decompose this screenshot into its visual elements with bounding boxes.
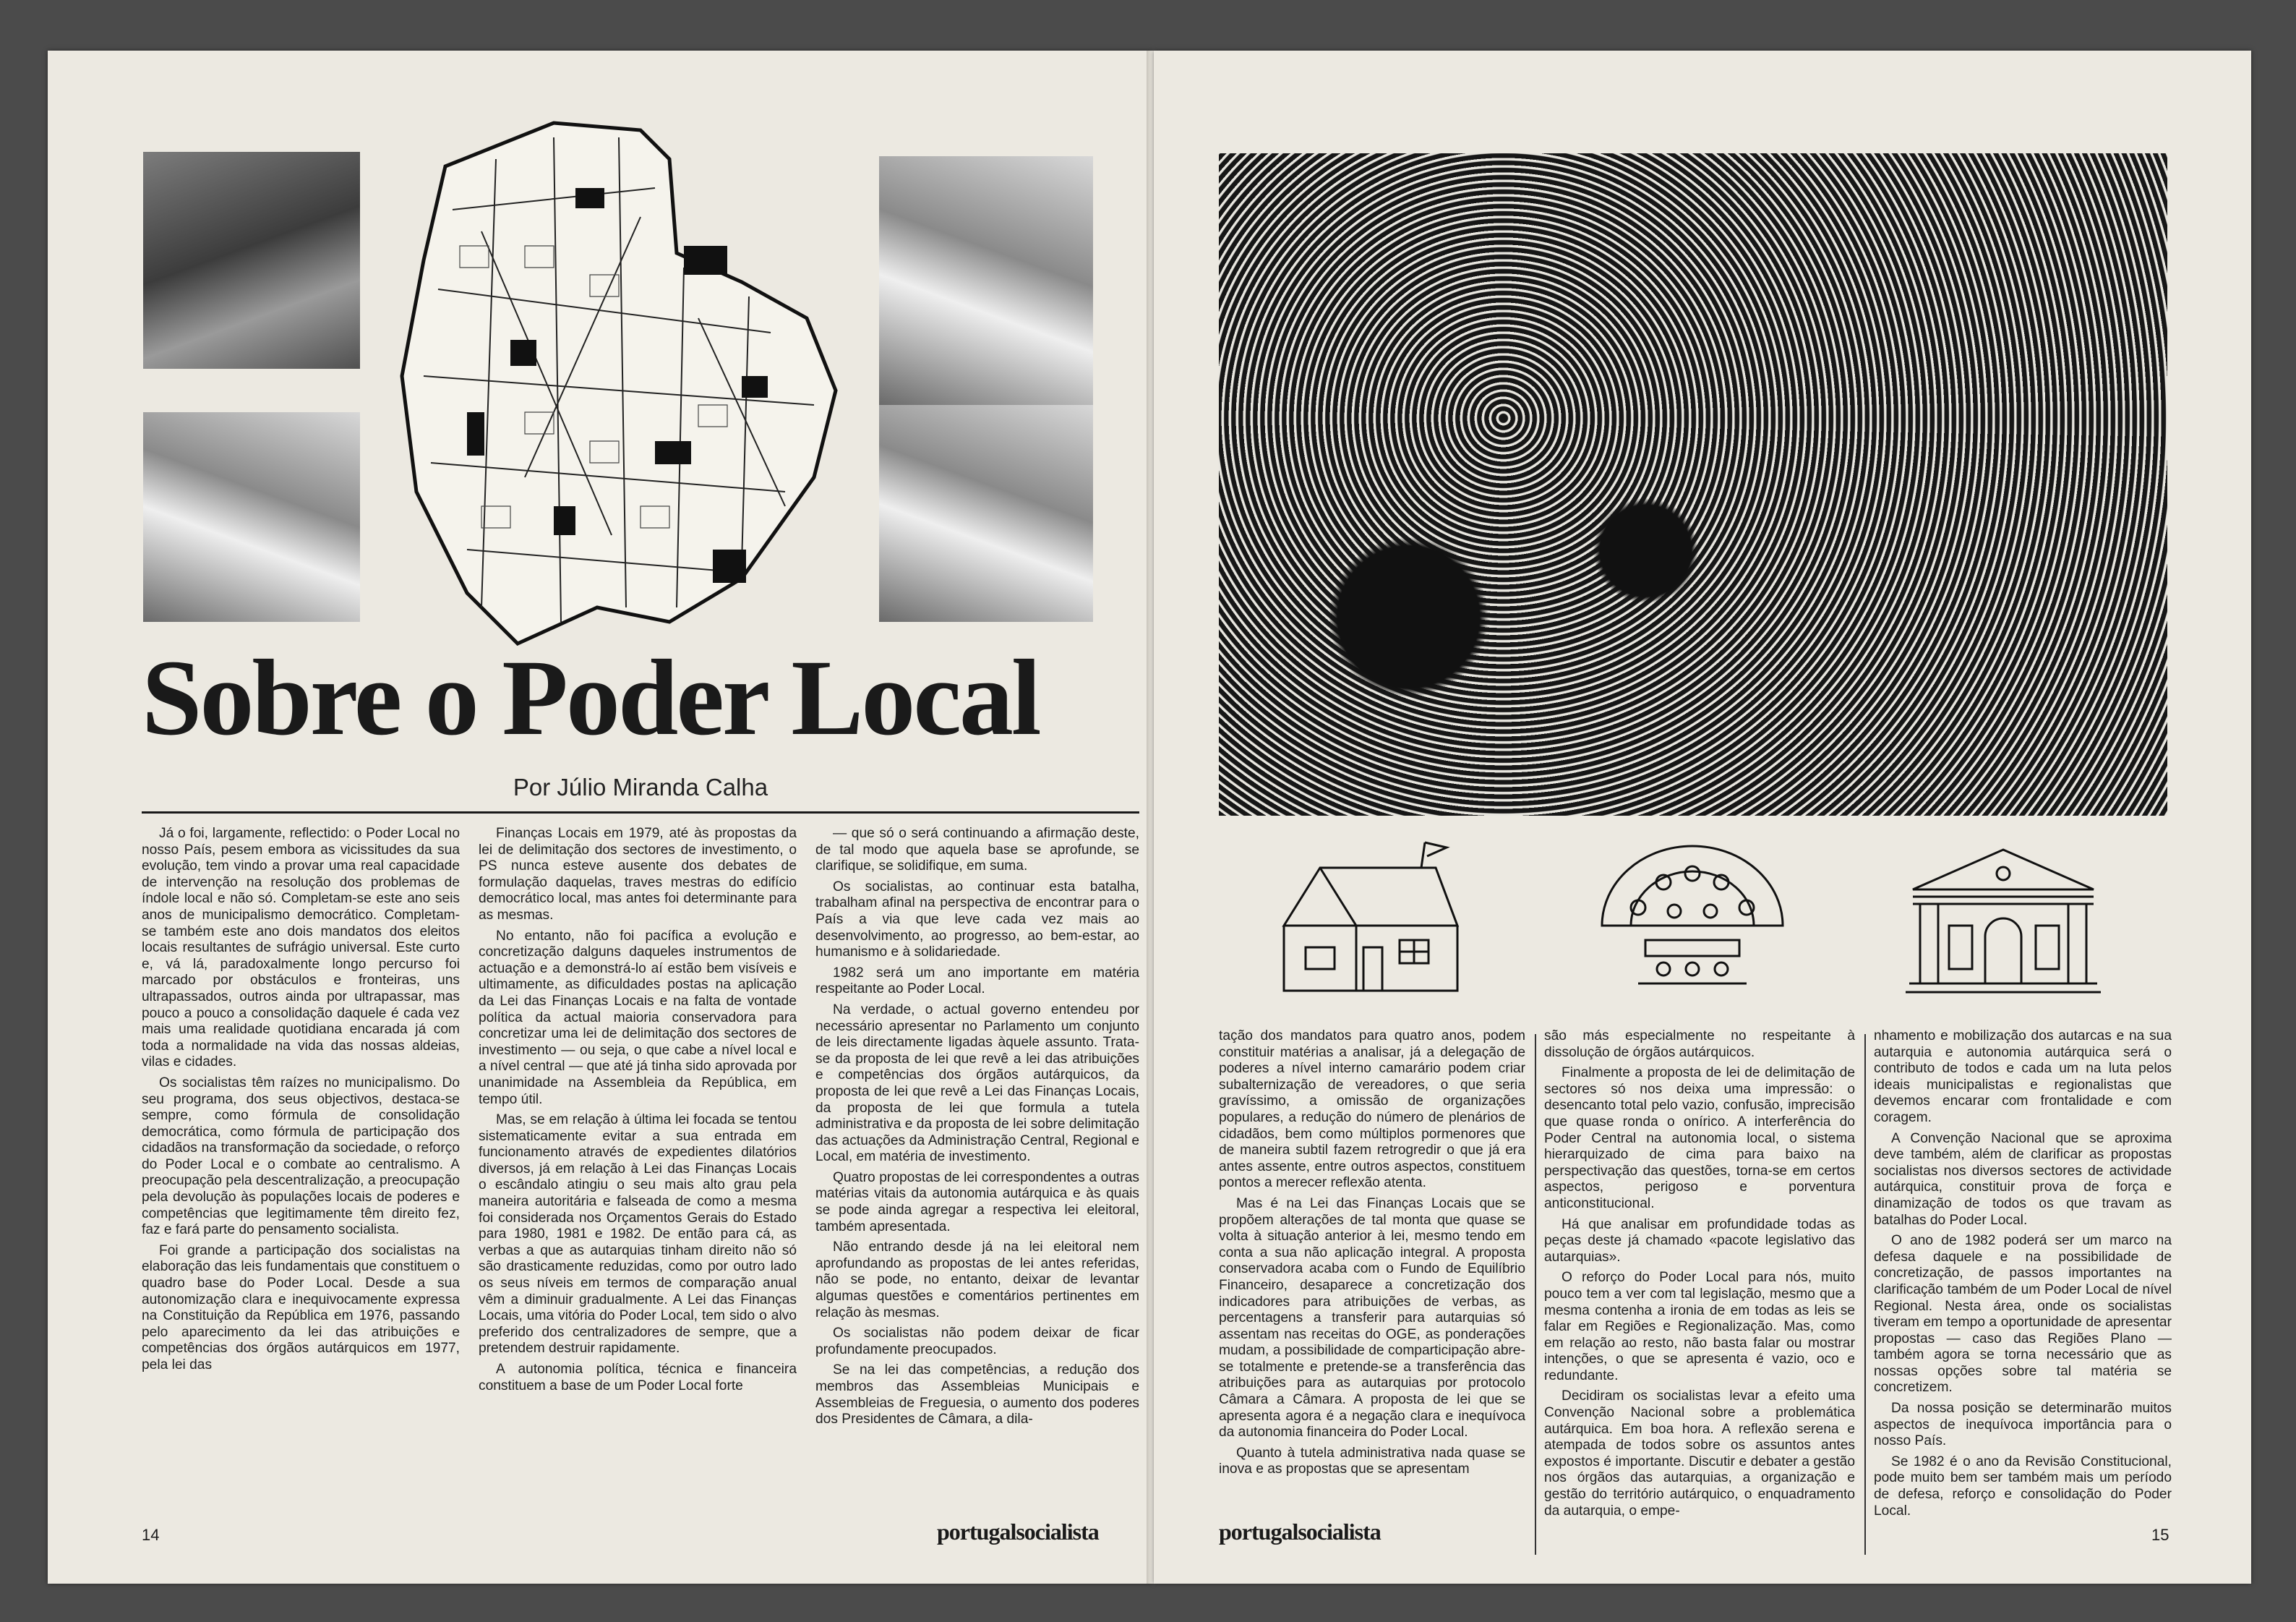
town-hall-icon: [1906, 839, 2101, 1005]
right-page: [1154, 51, 2251, 1584]
paragraph: Os socialistas têm raízes no municipalismo. Do seu programa, dos seus objectivos, destaca-se sempre, como fórmula de consolidação democrática, como fórmula de participação dos cidadãos na transformação da sociedade, o reforço do Poder Local e o combate ao centralismo. A preocupação pela descentralização, a preocupação pela devolução às populações locais de poderes e competências que legitimamente têm direito fez, faz e fará parte do pensamento socialista.: [142, 1075, 460, 1238]
paragraph: nhamento e mobilização dos autarcas e na sua autarquia e autonomia autárquica será o contributo de todos e cada um na luta pelos ideais municipalistas e regionalistas que devemos encarar com frontalidade e com coragem.: [1874, 1028, 2172, 1125]
paragraph: tação dos mandatos para quatro anos, podem constituir matérias a analisar, já a delegação de poderes a nível interno camarário podem criar subalternização de vereadores, o que seria gravíssimo, a omissão de organizações populares, a redução do número de plenários de cidadãos, bem como múltiplos pormenores que de maneira subtil fazem retrogredir o que já era antes assente, entre outros aspectos, constituem pontos a merecer reflexão atenta.: [1219, 1028, 1525, 1191]
brand-wordmark-right: [1219, 1519, 1381, 1545]
crowd-photo: [1219, 153, 2167, 816]
paragraph: Não entrando desde já na lei eleitoral nem aprofundando as propostas de lei antes referidas, não se pode, no entanto, deixar de levantar algumas questões e comentários pertinentes em relação às mesmas.: [815, 1239, 1139, 1320]
paragraph: Quanto à tutela administrativa nada quase se inova e as propostas que se apresentam: [1219, 1445, 1525, 1477]
paragraph: Há que analisar em profundidade todas as peças deste já chamado «pacote legislativo das autarquias».: [1544, 1216, 1855, 1265]
assembly-chamber-icon: [1595, 839, 1790, 1005]
building-photo-bottom-left: [143, 412, 360, 622]
left-column-1: [142, 826, 460, 1553]
title-rule: [142, 811, 1139, 814]
paragraph: Os socialistas não podem deixar de ficar profundamente preocupados.: [815, 1326, 1139, 1357]
paragraph: Finalmente a proposta de lei de delimitação de sectores só nos deixa uma impressão: o desencanto total pelo vazio, confusão, imprecisão que quase ronda o onírico. A interferência do Poder Central na autonomia local, o sistema hierarquizado de cima para baixo na perspectivação das questões, torna-se em certos aspectos, perigoso e porventura anticonstitucional.: [1544, 1065, 1855, 1211]
paragraph: Decidiram os socialistas levar a efeito uma Convenção Nacional sobre a problemática autárquica. Em boa hora. A reflexão serena e atempada de todos sobre os assuntos antes expostos é importante. Discutir e debater a gestão nos órgãos das autarquias, a organização e gestão do território autárquico, o enquadramento da autarquia, o empe-: [1544, 1388, 1855, 1519]
paragraph: A autonomia política, técnica e financeira constituem a base de um Poder Local forte: [479, 1362, 797, 1393]
buildings-photo-top-right: [879, 156, 1093, 405]
house-photo-bottom-right: [879, 405, 1093, 622]
paragraph: Na verdade, o actual governo entendeu por necessário apresentar no Parlamento um conjunto de leis directamente ligadas àquele assunto. Trata-se da proposta de lei que revê a lei das atribuições e competências dos órgãos autárquicos, da proposta de lei que revê a Lei das Finanças Locais, da proposta de lei que formula a tutela administrativa e da proposta de lei sobre delimitação das actuações da Administração Central, Regional e Local, em matéria de investimento.: [815, 1002, 1139, 1165]
paragraph: Mas, se em relação à última lei focada se tentou sistematicamente evitar a sua entrada em funcionamento através de expedientes dilatórios diversos, já em relação à Lei das Finanças Locais o escândalo atingiu o seu mais alto grau pela maneira autoritária e falseada de como a mesma foi considerada nos Orçamentos Gerais do Estado para 1980, 1981 e 1982. De então para cá, as verbas a que as autarquias tinham direito não só são drasticamente reduzidas, como por outro lado os seus níveis em termos de comparação anual vêm a diminuir gradualmente. A Lei das Finanças Locais, uma vitória do Poder Local, tem sido o alvo preferido dos centralizadores de sempre, que a pretendem destruir rapidamente.: [479, 1112, 797, 1357]
brand-part-a: portugal: [1219, 1519, 1298, 1545]
brand-wordmark-left: [937, 1519, 1099, 1545]
right-column-3: [1874, 1028, 2172, 1556]
column-divider: [1864, 1034, 1866, 1555]
brand-part-a: portugal: [937, 1519, 1016, 1545]
city-map-illustration: [337, 101, 908, 665]
paragraph: 1982 será um ano importante em matéria respeitante ao Poder Local.: [815, 965, 1139, 997]
paragraph: O ano de 1982 poderá ser um marco na defesa daquele e na possibilidade de concretização, de passos importantes na clarificação também de um Poder Local de nível Regional. Nesta área, onde os socialistas tiveram em tempo a oportunidade de apresentar propostas — caso das Regiões Plano — também agora se torna necessário que as nossas opções sobre tal matéria se concretizem.: [1874, 1233, 2172, 1396]
paragraph: A Convenção Nacional que se aproxima deve também, além de clarificar as propostas socialistas nos diversos sectores de actividade autárquica, constituir prova de força e dinamização de todos os que travam as batalhas do Poder Local.: [1874, 1130, 2172, 1228]
paragraph: Mas é na Lei das Finanças Locais que se propõem alterações de tal monta que quase se volta à situação anterior à lei, mesmo tendo em conta a sua não aplicação integral. A proposta conservadora acaba com o Fundo de Equilíbrio Financeiro, desaparece a concretização dos indicadores para atribuições de verbas, as percentagens a transferir para autarquias só assentam nas receitas do OGE, as ponderações mudam, a possibilidade de comparticipação abre-se totalmente e pretende-se a transferência das atribuições para as autarquias por protocolo Câmara a Câmara. A proposta de lei que se apresenta agora é a negação clara e inequívoca da autonomia financeira do Poder Local.: [1219, 1195, 1525, 1440]
paragraph: Da nossa posição se determinarão muitos aspectos de inequívoca importância para o nosso País.: [1874, 1401, 2172, 1449]
right-column-1: [1219, 1028, 1525, 1556]
paragraph: Se 1982 é o ano da Revisão Constitucional, pode muito bem ser também mais um período de defesa, reforço e consolidação do Poder Local.: [1874, 1454, 2172, 1519]
brand-part-b: socialista: [1016, 1519, 1099, 1545]
left-column-2: [479, 826, 797, 1553]
column-divider: [1535, 1034, 1536, 1555]
paragraph: são más especialmente no respeitante à dissolução de órgãos autárquicos.: [1544, 1028, 1855, 1060]
paragraph: Se na lei das competências, a redução dos membros das Assembleias Municipais e Assembleias de Freguesia, o aumento dos poderes dos Presidentes de Câmara, a dila-: [815, 1362, 1139, 1427]
paragraph: Foi grande a participação dos socialistas na elaboração das leis fundamentais que constituem o quadro base do Poder Local. Desde a sua autonomização clara e inequivocamente expressa na Constituição da República em 1976, passando pelo aparecimento da lei das atribuições e competências dos órgãos autárquicos em 1977, pela lei das: [142, 1242, 460, 1373]
paragraph: Os socialistas, ao continuar esta batalha, trabalham afinal na perspectiva de encontrar para o País a via que leve cada vez mais ao desenvolvimento, ao progresso, ao bem-estar, ao humanismo e à solidariedade.: [815, 879, 1139, 960]
article-title: Sobre o Poder Local: [142, 638, 1040, 758]
schoolhouse-flag-icon: [1277, 839, 1472, 1005]
left-page: [48, 51, 1152, 1584]
right-column-2: [1544, 1028, 1855, 1556]
paragraph: — que só o será continuando a afirmação deste, de tal modo que aquela base se aprofunde, se clarifique, se solidifique, em suma.: [815, 826, 1139, 874]
left-column-3: [815, 826, 1139, 1553]
page-number-left: 14: [142, 1526, 160, 1544]
paragraph: O reforço do Poder Local para nós, muito pouco tem a ver com tal legislação, mesmo que a mesma contenha a ironia de em todas as leis se falar em Regiões e Regionalização. Mas, como em relação ao resto, não basta falar ou mostrar intenções, o que se apresenta é vazio, oco e redundante.: [1544, 1270, 1855, 1383]
brand-part-b: socialista: [1298, 1519, 1381, 1545]
page-number-right: 15: [2151, 1526, 2169, 1544]
paragraph: Finanças Locais em 1979, até às propostas da lei de delimitação dos sectores de investimento, o PS nunca esteve ausente dos debates de formulação daquelas, traves mestras do edifício democrático local, mas antes foi determinante para as mesmas.: [479, 826, 797, 923]
paragraph: Quatro propostas de lei correspondentes a outras matérias vitais da autonomia autárquica e às quais se pode ainda agregar a respectiva lei eleitoral, também apresentada.: [815, 1169, 1139, 1234]
paragraph: No entanto, não foi pacífica a evolução e concretização dalguns daqueles instrumentos de actuação e a demonstrá-lo aí estão bem visíveis e ultimamente, as dificuldades postas na aplicação da Lei das Finanças Locais e na falta de vontade política da actual maioria conservadora para concretizar uma lei de delimitação dos sectores de investimento — ou seja, o que cabe a nível local e a nível central — que até já tinha sido aprovada por unanimidade na Assembleia da República, em tempo útil.: [479, 928, 797, 1107]
article-byline: Por Júlio Miranda Calha: [513, 774, 768, 801]
street-photo-top-left: [143, 152, 360, 369]
paragraph: Já o foi, largamente, reflectido: o Poder Local no nosso País, pesem embora as vicissitudes da sua evolução, tem vindo a provar uma real capacidade de intervenção na resolução dos problemas de índole local e não só. Completam-se este ano seis anos de municipalismo democrático. Completam-se também este ano dois mandatos dos eleitos locais resultantes de sufrágio universal. Este curto e, vá lá, paradoxalmente longo percurso foi marcado por obstáculos e fronteiras, uns ultrapassados, outros ainda por ultrapassar, mas pouco a pouco a consolidação daquele é cada vez mais uma realidade quotidiana encarada já com toda a normalidade na vida das nossas aldeias, vilas e cidades.: [142, 826, 460, 1070]
